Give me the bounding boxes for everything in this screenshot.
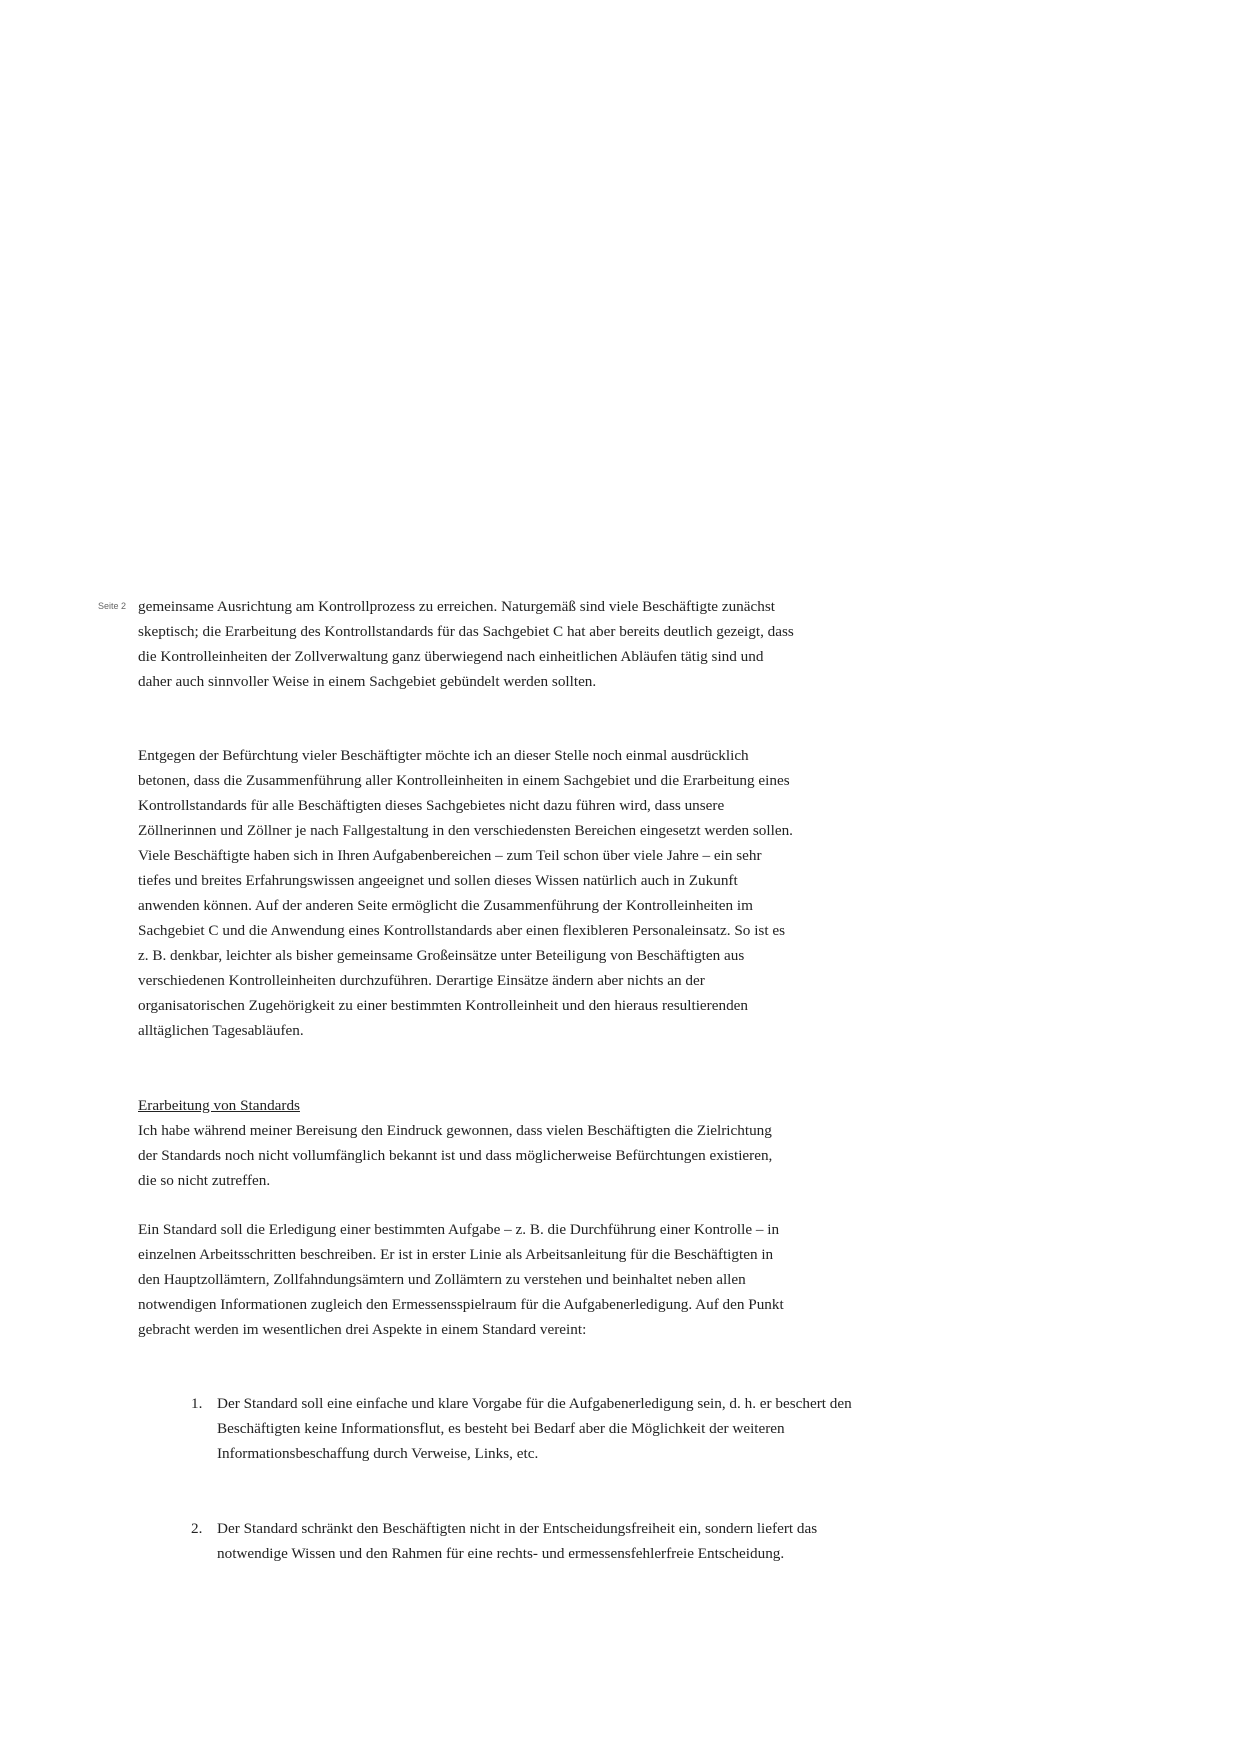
paragraph-text: Ich habe während meiner Bereisung den Eindruck gewonnen, dass vielen Beschäftigten die Zielrichtung der Standards noch nicht vollumfänglich bekannt ist und dass möglicherweise Befürchtungen existieren, die so nicht zutreffen. [138,1122,773,1189]
page-number-label: Seite 2 [98,601,127,611]
paragraph-text: gemeinsame Ausrichtung am Kontrollprozess zu erreichen. Naturgemäß sind viele Beschäftigte zunächst skeptisch; die Erarbeitung des Kontrollstandards für das Sachgebiet C hat aber bereits deutlich gezeigt, dass die Kontrolleinheiten der Zollverwaltung ganz überwiegend nach einheitlichen Abläufen tätig sind und daher auch sinnvoller Weise in einem Sachgebiet gebündelt werden sollten. [138,598,794,690]
paragraph-standard-definition [138,1217,794,1342]
paragraph-continuation [138,594,794,694]
list-item-number: 1. [191,1395,203,1412]
paragraph-text: Ein Standard soll die Erledigung einer bestimmten Aufgabe – z. B. die Durchführung einer Kontrolle – in einzelnen Arbeitsschritten beschreiben. Er ist in erster Linie als Arbeitsanleitung für die Beschäftigten in den Hauptzollämtern, Zollfahndungsämtern und Zollämtern zu verstehen und beinhaltet neben allen notwendigen Informationen zugleich den Ermessensspielraum für die Aufgabenerledigung. Auf den Punkt gebracht werden im wesentlichen drei Aspekte in einem Standard vereint: [138,1221,784,1338]
list-item [138,1516,873,1566]
section-heading: Erarbeitung von Standards [138,1097,300,1114]
list-item-number: 2. [191,1520,203,1537]
paragraph-text: Entgegen der Befürchtung vieler Beschäftigter möchte ich an dieser Stelle noch einmal ausdrücklich betonen, dass die Zusammenführung aller Kontrolleinheiten in einem Sachgebiet und die Erarbeitung eines Kontrollstandards für alle Beschäftigten dieses Sachgebietes nicht dazu führen wird, dass unsere Zöllnerinnen und Zöllner je nach Fallgestaltung in den verschiedensten Bereichen eingesetzt werden sollen. Viele Beschäftigte haben sich in Ihren Aufgabenbereichen – zum Teil schon über viele Jahre – ein sehr tiefes und breites Erfahrungswissen angeeignet und sollen dieses Wissen natürlich auch in Zukunft anwenden können. Auf der anderen Seite ermöglicht die Zusammenführung der Kontrolleinheiten im Sachgebiet C und die Anwendung eines Kontrollstandards aber einen flexibleren Personaleinsatz. So ist es z. B. denkbar, leichter als bisher gemeinsame Großeinsätze unter Beteiligung von Beschäftigten aus verschiedenen Kontrolleinheiten durchzuführen. Derartige Einsätze ändern aber nichts an der organisatorischen Zugehörigkeit zu einer bestimmten Kontrolleinheit und den hieraus resultierenden alltäglichen Tagesabläufen. [138,747,793,1039]
list-item [138,1391,873,1466]
list-item-text: Der Standard soll eine einfache und klare Vorgabe für die Aufgabenerledigung sein, d. h. er beschert den Beschäftigten keine Informationsflut, es besteht bei Bedarf aber die Möglichkeit der weiteren Informationsbeschaffung durch Verweise, Links, etc. [217,1395,852,1462]
paragraph-reassurance [138,743,794,1043]
paragraph-impression [138,1118,794,1193]
list-item-text: Der Standard schränkt den Beschäftigten nicht in der Entscheidungsfreiheit ein, sondern liefert das notwendige Wissen und den Rahmen für eine rechts- und ermessensfehlerfreie Entscheidung. [217,1520,818,1562]
